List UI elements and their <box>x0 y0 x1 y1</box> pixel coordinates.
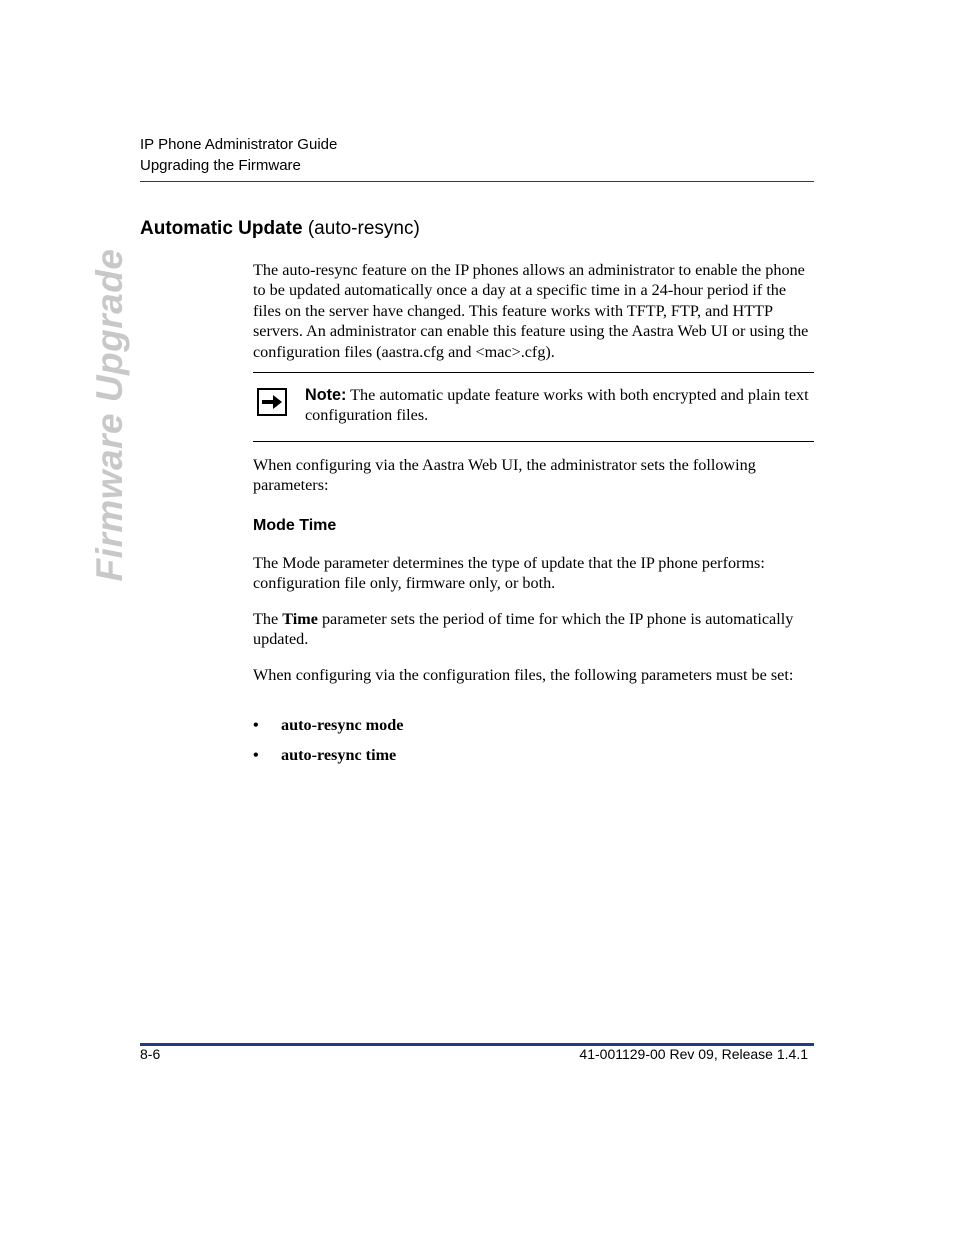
time-paragraph-prefix: The <box>253 610 283 628</box>
intro-paragraph: The auto-resync feature on the IP phones allows an administrator to enable the phone to be updated automatically once a day at a specific time in a 24-hour period if the files on the server have changed. This feature works with TFTP, FTP, and HTTP servers. An administrator can enable this feature using the Aastra Web UI or using the configuration files (aastra.cfg and <mac>.cfg). <box>253 261 809 361</box>
list-item-text: auto-resync time <box>281 746 397 764</box>
document-id: 41-001129-00 Rev 09, Release 1.4.1 <box>579 1046 808 1062</box>
note-body: The automatic update feature works with both encrypted and plain text configuration files. <box>305 386 809 425</box>
time-paragraph-rest: parameter sets the period of time for which the IP phone is automatically updated. <box>253 610 794 649</box>
header-guide-title: IP Phone Administrator Guide <box>140 136 338 153</box>
config-files-paragraph: When configuring via the configuration files, the following parameters must be set: <box>253 666 794 684</box>
time-paragraph-bold: Time <box>282 610 318 628</box>
note-label: Note: <box>305 386 347 404</box>
list-item-text: auto-resync mode <box>281 716 404 734</box>
note-box <box>253 372 814 442</box>
bullet-marker: • <box>253 746 259 764</box>
page-number: 8-6 <box>140 1046 161 1062</box>
time-paragraph <box>253 609 815 650</box>
note-text <box>305 385 814 426</box>
side-chapter-tab-label: Firmware Upgrade <box>89 248 130 582</box>
header-divider <box>140 181 814 182</box>
bullet-marker: • <box>253 716 259 734</box>
header-chapter-title: Upgrading the Firmware <box>140 157 301 174</box>
running-header <box>140 134 814 176</box>
web-ui-paragraph: When configuring via the Aastra Web UI, the administrator sets the following parameters: <box>253 456 756 495</box>
arrow-right-icon <box>257 388 287 416</box>
section-title-rest: (auto-resync) <box>302 218 420 239</box>
side-chapter-tab <box>75 250 145 580</box>
section-title-bold: Automatic Update <box>140 218 303 239</box>
mode-paragraph: The Mode parameter determines the type of update that the IP phone performs: configuration file only, firmware only, or both. <box>253 554 765 593</box>
subheading-mode-time: Mode Time <box>253 517 337 534</box>
section-title <box>140 218 420 240</box>
